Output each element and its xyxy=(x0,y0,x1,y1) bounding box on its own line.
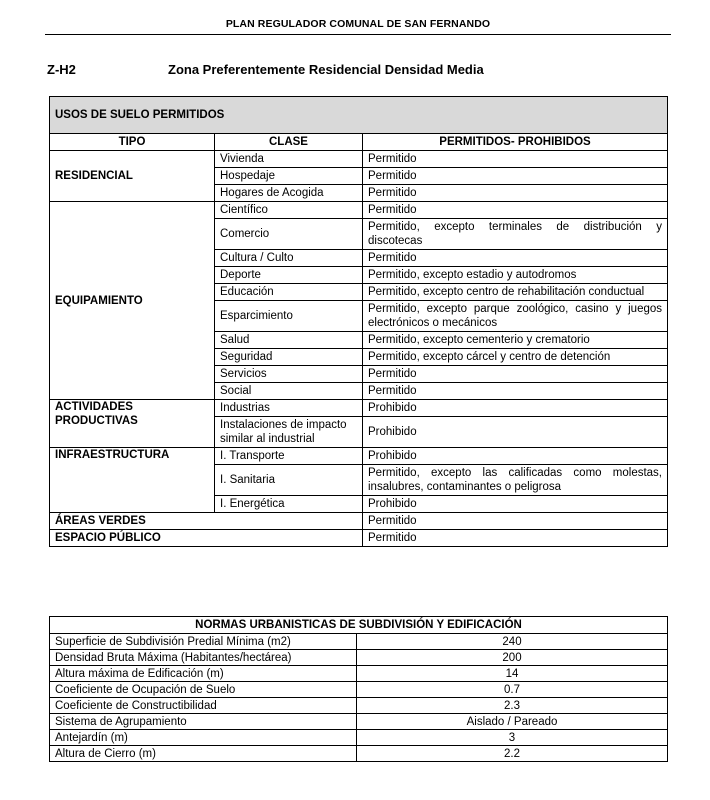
estado-cell: Permitido xyxy=(363,185,668,202)
norm-value: Aislado / Pareado xyxy=(357,714,668,730)
estado-cell: Permitido, excepto cementerio y crematorio xyxy=(363,332,668,349)
land-use-table xyxy=(49,96,668,547)
norm-value: 200 xyxy=(357,650,668,666)
estado-cell: Prohibido xyxy=(363,417,668,448)
clase-cell: Social xyxy=(215,383,363,400)
clase-cell: Servicios xyxy=(215,366,363,383)
norm-label: Superficie de Subdivisión Predial Mínima (m2) xyxy=(50,634,357,650)
urban-norms-table xyxy=(49,616,668,762)
tipo-cell: ÁREAS VERDES xyxy=(50,513,363,530)
norm-label: Densidad Bruta Máxima (Habitantes/hectárea) xyxy=(50,650,357,666)
estado-cell: Prohibido xyxy=(363,400,668,417)
clase-cell: Esparcimiento xyxy=(215,301,363,332)
table-row xyxy=(50,714,668,730)
norm-label: Altura máxima de Edificación (m) xyxy=(50,666,357,682)
estado-cell: Permitido xyxy=(363,513,668,530)
clase-cell: Científico xyxy=(215,202,363,219)
clase-cell: Hospedaje xyxy=(215,168,363,185)
clase-cell: Deporte xyxy=(215,267,363,284)
estado-cell: Permitido xyxy=(363,151,668,168)
norm-label: Coeficiente de Constructibilidad xyxy=(50,698,357,714)
table-row xyxy=(50,634,668,650)
norm-label: Altura de Cierro (m) xyxy=(50,746,357,762)
table-row xyxy=(50,202,668,219)
estado-cell: Permitido xyxy=(363,366,668,383)
table-row xyxy=(50,666,668,682)
estado-cell: Permitido, excepto parque zoológico, casino y juegos electrónicos o mecánicos xyxy=(363,301,668,332)
table-row xyxy=(50,448,668,465)
clase-cell: Hogares de Acogida xyxy=(215,185,363,202)
clase-cell: Vivienda xyxy=(215,151,363,168)
clase-cell: Seguridad xyxy=(215,349,363,366)
table-row xyxy=(50,650,668,666)
estado-cell: Permitido xyxy=(363,383,668,400)
estado-cell: Prohibido xyxy=(363,448,668,465)
clase-cell: Instalaciones de impacto similar al industrial xyxy=(215,417,363,448)
estado-cell: Prohibido xyxy=(363,496,668,513)
column-header-clase: CLASE xyxy=(215,134,363,151)
page-header: PLAN REGULADOR COMUNAL DE SAN FERNANDO xyxy=(225,18,491,30)
estado-cell: Permitido xyxy=(363,202,668,219)
norm-value: 240 xyxy=(357,634,668,650)
clase-cell: Educación xyxy=(215,284,363,301)
clase-cell: Cultura / Culto xyxy=(215,250,363,267)
zone-code: Z-H2 xyxy=(47,62,76,77)
norm-value: 2.3 xyxy=(357,698,668,714)
urban-norms-table-title: NORMAS URBANISTICAS DE SUBDIVISIÓN Y EDIFICACIÓN xyxy=(50,617,668,634)
tipo-cell: INFRAESTRUCTURA xyxy=(50,448,215,513)
tipo-cell: EQUIPAMIENTO xyxy=(50,202,215,400)
column-header-permitidos: PERMITIDOS- PROHIBIDOS xyxy=(363,134,668,151)
clase-cell: Industrias xyxy=(215,400,363,417)
table-row xyxy=(50,746,668,762)
table-row xyxy=(50,698,668,714)
table-row xyxy=(50,730,668,746)
estado-cell: Permitido, excepto cárcel y centro de detención xyxy=(363,349,668,366)
clase-cell: Comercio xyxy=(215,219,363,250)
norm-label: Coeficiente de Ocupación de Suelo xyxy=(50,682,357,698)
norm-value: 0.7 xyxy=(357,682,668,698)
tipo-cell: RESIDENCIAL xyxy=(50,151,215,202)
table-row xyxy=(50,513,668,530)
clase-cell: I. Sanitaria xyxy=(215,465,363,496)
estado-cell: Permitido xyxy=(363,530,668,547)
estado-cell: Permitido, excepto estadio y autodromos xyxy=(363,267,668,284)
norm-label: Antejardín (m) xyxy=(50,730,357,746)
zone-title: Zona Preferentemente Residencial Densidad Media xyxy=(168,62,484,77)
clase-cell: Salud xyxy=(215,332,363,349)
tipo-cell: ACTIVIDADES PRODUCTIVAS xyxy=(50,400,215,448)
estado-cell: Permitido, excepto terminales de distribución y discotecas xyxy=(363,219,668,250)
estado-cell: Permitido xyxy=(363,168,668,185)
table-row xyxy=(50,400,668,417)
norm-value: 14 xyxy=(357,666,668,682)
table-row xyxy=(50,530,668,547)
norm-label: Sistema de Agrupamiento xyxy=(50,714,357,730)
table-row xyxy=(50,151,668,168)
clase-cell: I. Transporte xyxy=(215,448,363,465)
header-divider xyxy=(45,34,671,35)
norm-value: 2.2 xyxy=(357,746,668,762)
estado-cell: Permitido, excepto las calificadas como molestas, insalubres, contaminantes o peligrosa xyxy=(363,465,668,496)
norm-value: 3 xyxy=(357,730,668,746)
land-use-table-title: USOS DE SUELO PERMITIDOS xyxy=(50,97,668,134)
clase-cell: I. Energética xyxy=(215,496,363,513)
table-row xyxy=(50,682,668,698)
tipo-cell: ESPACIO PÚBLICO xyxy=(50,530,363,547)
column-header-tipo: TIPO xyxy=(50,134,215,151)
estado-cell: Permitido, excepto centro de rehabilitación conductual xyxy=(363,284,668,301)
estado-cell: Permitido xyxy=(363,250,668,267)
